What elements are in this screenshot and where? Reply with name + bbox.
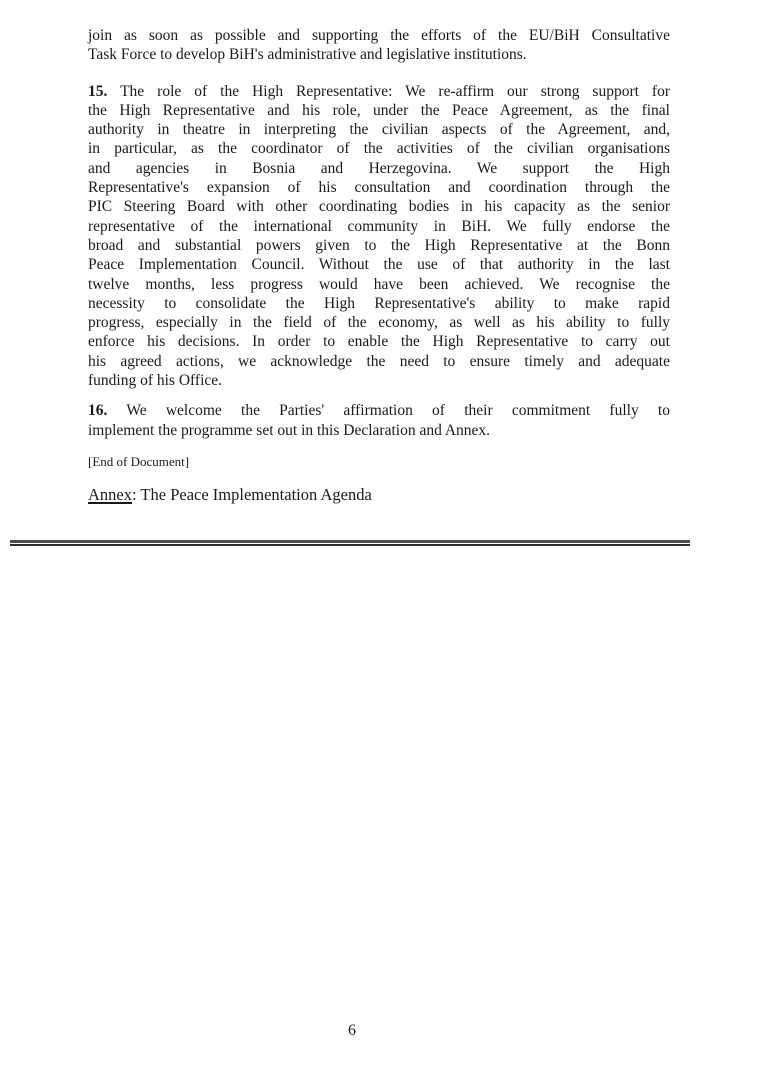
paragraph-16 [88, 401, 670, 440]
text-line: necessity to consolidate the High Representative's ability to make rapid [88, 294, 670, 312]
text-line: his agreed actions, we acknowledge the need to ensure timely and adequate [88, 352, 670, 370]
text-line: broad and substantial powers given to the High Representative at the Bonn [88, 236, 670, 254]
document-text-block [88, 26, 670, 505]
text-segment: The role of the High Representative: We re-affirm our strong support for [120, 82, 670, 100]
horizontal-double-rule [10, 540, 690, 546]
text-line: Representative's expansion of his consultation and coordination through the [88, 179, 670, 197]
rule-top-line [10, 540, 690, 543]
paragraph-number: 16. [88, 402, 108, 420]
annex-label: Annex [88, 484, 132, 504]
text-line: representative of the international community in BiH. We fully endorse the [88, 217, 670, 235]
end-of-document-marker: [End of Document] [88, 453, 190, 469]
text-line: progress, especially in the field of the economy, as well as his ability to fully [88, 314, 670, 332]
annex-reference-line [88, 485, 670, 505]
page-number: 6 [348, 1022, 356, 1039]
paragraph-15 [88, 82, 670, 391]
text-line: the High Representative and his role, under the Peace Agreement, as the final [88, 101, 670, 119]
text-line: funding of his Office. [88, 372, 223, 390]
text-line: PIC Steering Board with other coordinating bodies in his capacity as the senior [88, 198, 670, 216]
text-line: enforce his decisions. In order to enable the High Representative to carry out [88, 333, 670, 351]
text-line: implement the programme set out in this Declaration and Annex. [88, 421, 491, 439]
paragraph-number: 15. [88, 82, 108, 100]
text-line: Task Force to develop BiH's administrative and legislative institutions. [88, 46, 527, 64]
rule-bottom-line [10, 544, 690, 546]
text-line: and agencies in Bosnia and Herzegovina. We support the High [88, 159, 670, 177]
text-line: Peace Implementation Council. Without the use of that authority in the last [88, 256, 670, 274]
text-segment: We welcome the Parties' affirmation of their commitment fully to [126, 402, 670, 420]
paragraph-14-continuation [88, 26, 670, 65]
text-line: authority in theatre in interpreting the civilian aspects of the Agreement, and, [88, 121, 670, 139]
text-line: in particular, as the coordinator of the activities of the civilian organisations [88, 140, 670, 158]
annex-title: : The Peace Implementation Agenda [132, 484, 372, 504]
text-line [88, 82, 670, 101]
text-line: twelve months, less progress would have been achieved. We recognise the [88, 275, 670, 293]
text-line [88, 401, 670, 420]
text-line: join as soon as possible and supporting the efforts of the EU/BiH Consultative [88, 27, 670, 44]
